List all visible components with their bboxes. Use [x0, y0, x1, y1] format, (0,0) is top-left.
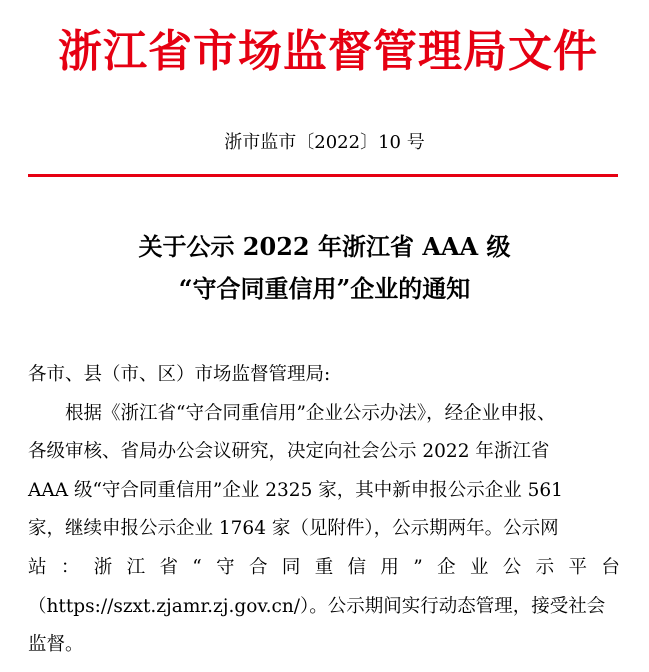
body-line-5-char: 合 — [248, 556, 268, 578]
body-line-5-char: 台 — [601, 556, 620, 578]
red-divider-line — [28, 174, 618, 177]
body-line-5-char: 守 — [216, 556, 235, 578]
notice-body — [28, 356, 620, 665]
body-line-5-char: ： — [60, 556, 80, 578]
body-line-7: 监督。 — [28, 634, 84, 656]
body-line-5-char: 浙 — [93, 556, 113, 578]
body-line-5-char: “ — [192, 556, 202, 578]
body-line-5-char: 江 — [126, 556, 146, 578]
body-line-5-char: 省 — [159, 556, 178, 578]
body-line-6: （https://szxt.zjamr.zj.gov.cn/）。公示期间实行动态管理，接受社会 — [28, 595, 606, 617]
body-line-4: 家，继续申报公示企业 1764 家（见附件），公示期两年。公示网 — [28, 518, 559, 540]
body-line-2: 各级审核、省局办公会议研究，决定向社会公示 2022 年浙江省 — [28, 441, 550, 463]
notice-title-line-1: 关于公示 2022 年浙江省 AAA 级 — [138, 232, 511, 261]
notice-title-line-2: “守合同重信用”企业的通知 — [178, 274, 471, 303]
document-number: 浙市监市〔2022〕10 号 — [224, 132, 425, 153]
salutation: 各市、县（市、区）市场监督管理局: — [28, 364, 331, 385]
body-line-5-char: 示 — [535, 556, 555, 578]
body-line-5 — [28, 549, 620, 588]
body-line-5-char: 同 — [281, 556, 301, 578]
notice-title — [0, 226, 649, 310]
document-header-title: 浙江省市场监督管理局文件 — [58, 26, 598, 77]
body-line-5-char: ” — [413, 556, 423, 578]
body-line-1: 根据《浙江省“守合同重信用”企业公示办法》，经企业申报、 — [65, 402, 556, 424]
body-line-5-char: 重 — [314, 556, 334, 578]
body-line-5-char: 业 — [469, 556, 489, 578]
body-line-5-char: 平 — [568, 556, 588, 578]
body-line-5-char: 企 — [437, 556, 456, 578]
body-line-5-char: 公 — [502, 556, 522, 578]
body-line-5-char: 站 — [28, 556, 47, 578]
body-line-5-char: 信 — [347, 556, 367, 578]
body-line-3: AAA 级“守合同重信用”企业 2325 家，其中新申报公示企业 561 — [28, 479, 563, 501]
body-line-5-char: 用 — [380, 556, 399, 578]
